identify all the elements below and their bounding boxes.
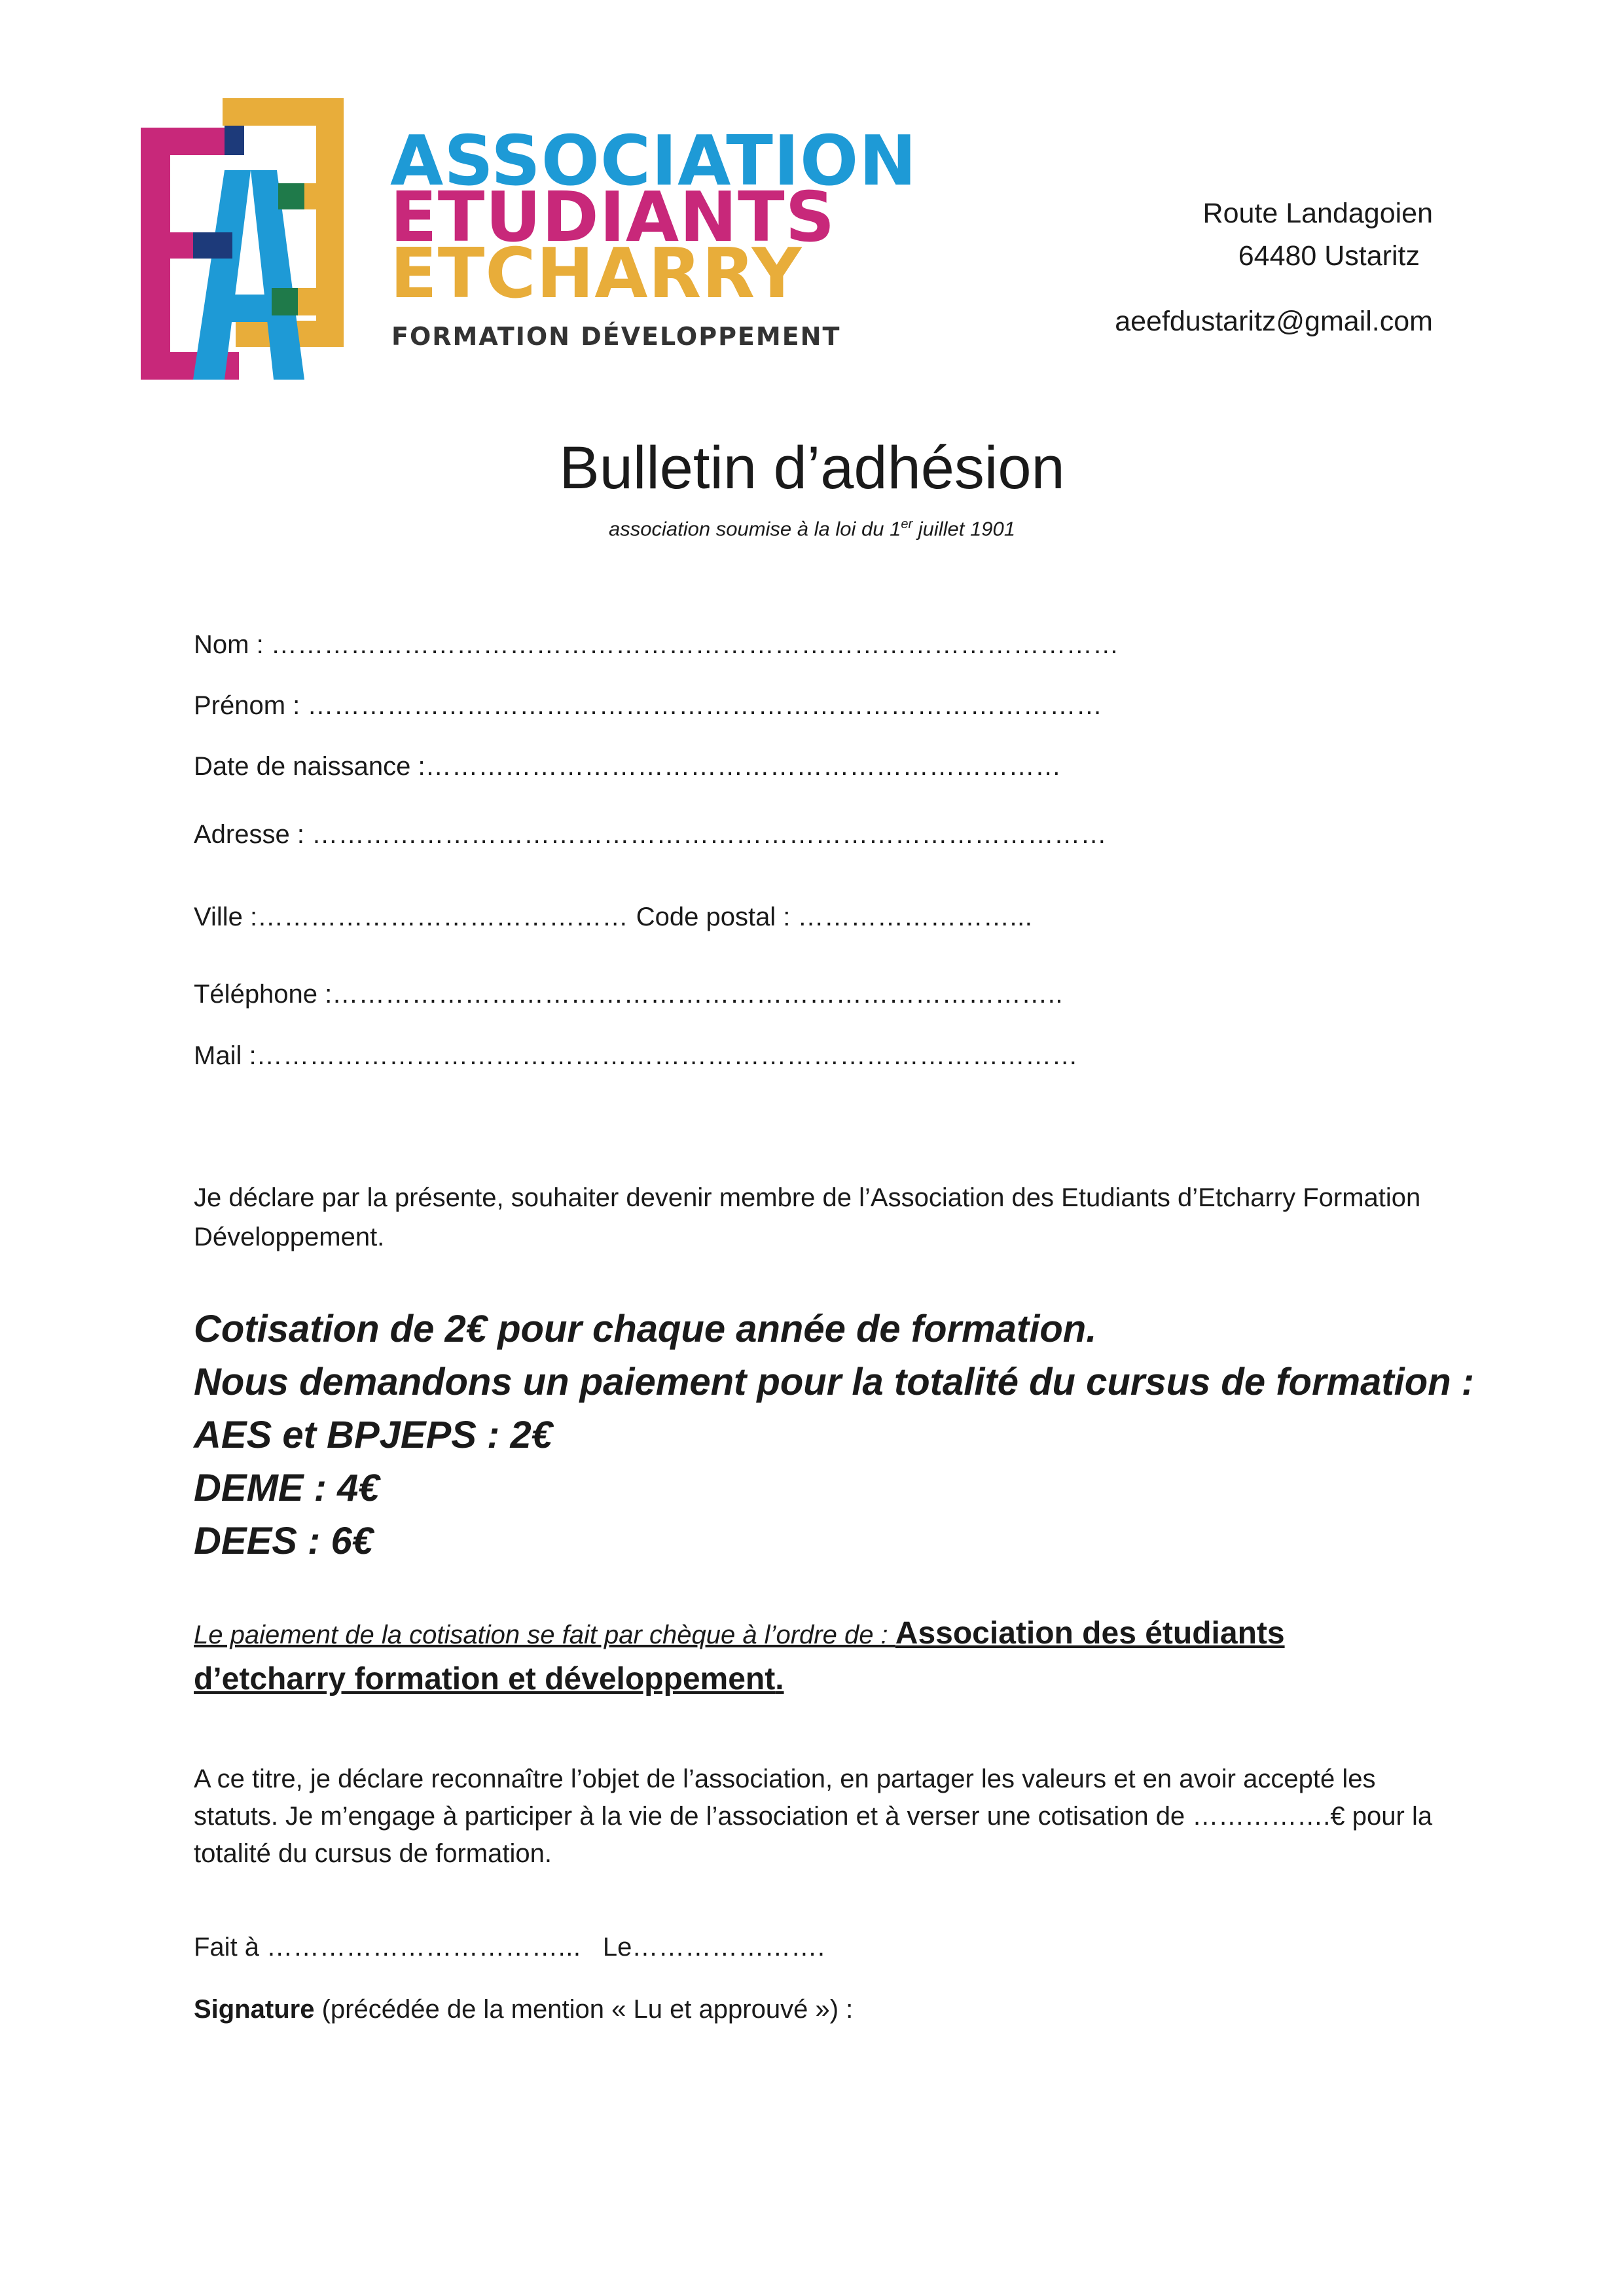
contact-email[interactable]: aeefdustaritz@gmail.com (1115, 306, 1433, 337)
paiement-intro: Le paiement de la cotisation se fait par chèque à l’ordre de : (194, 1621, 895, 1649)
field-code-postal-blank[interactable]: ……………………... (797, 903, 1033, 931)
field-date-naissance-blank[interactable]: ……………………………………………………………… (425, 752, 1062, 781)
logo-a-left (193, 170, 251, 380)
field-telephone-blank[interactable]: ……………………………………………………………………….. (332, 980, 1064, 1009)
field-nom-blank[interactable]: …………………………………………………………………………………… (270, 630, 1119, 659)
subtitle-text: association soumise à la loi du 1 (609, 517, 901, 541)
field-nom-label: Nom : (194, 630, 271, 659)
field-ville-blank[interactable]: …………………………………… (257, 903, 636, 931)
field-prenom-blank[interactable]: ……………………………………………………………………………… (307, 691, 1103, 720)
logo-tagline: FORMATION DÉVELOPPEMENT (391, 322, 841, 351)
logo-mark (141, 98, 344, 380)
field-mail-label: Mail : (194, 1041, 257, 1070)
logo-overlap-green-2 (272, 288, 298, 315)
field-ville-code-postal[interactable] (194, 901, 1032, 933)
cotisation-line: Cotisation de 2€ pour chaque année de formation. (194, 1308, 1097, 1350)
field-date-naissance[interactable] (194, 750, 1062, 783)
signature-label: Signature (194, 1995, 315, 2024)
field-code-postal-label: Code postal : (636, 903, 798, 931)
field-date-label: Le (581, 1933, 632, 1962)
field-adresse-blank[interactable]: ……………………………………………………………………………… (312, 820, 1108, 849)
declaration-text: Je déclare par la présente, souhaiter devenir membre de l’Association des Etudiants d’Etcharry Formation Développement. (194, 1183, 1421, 1251)
field-telephone[interactable] (194, 978, 1063, 1011)
field-adresse[interactable] (194, 818, 1107, 851)
field-fait-label: Fait à (194, 1933, 267, 1962)
subtitle-superscript: er (901, 517, 913, 531)
paiement-text (194, 1611, 1437, 1702)
signature-note: (précédée de la mention « Lu et approuvé ») : (314, 1995, 854, 2024)
cotisation-price-aes: AES et BPJEPS : 2€ (194, 1414, 552, 1456)
field-fait-blank[interactable]: ……………………………... (266, 1933, 581, 1962)
cotisation-price-deme: DEME : 4€ (194, 1467, 380, 1509)
signature-line (194, 1993, 853, 2026)
contact-city: 64480 Ustaritz (1238, 240, 1420, 272)
cotisation-line: Nous demandons un paiement pour la totalité du cursus de formation : (194, 1361, 1475, 1403)
field-nom[interactable] (194, 628, 1119, 661)
engagement-text: A ce titre, je déclare reconnaître l’objet de l’association, en partager les valeurs et en avoir accepté les statuts. Je m’engage à participer à la vie de l’association et à verser une cotisation de …………….€ pour la totalité du cursus de formation. (194, 1765, 1433, 1868)
logo-word-etudiants: ETUDIANTS (390, 177, 836, 257)
logo-overlap-navy-2 (193, 232, 232, 259)
contact-street: Route Landagoien (1202, 198, 1433, 229)
field-mail[interactable] (194, 1039, 1078, 1072)
subtitle-text-end: juillet 1901 (912, 517, 1015, 541)
cotisation-price-dees: DEES : 6€ (194, 1520, 373, 1562)
field-ville-label: Ville : (194, 903, 258, 931)
logo-overlap-navy-1 (225, 126, 244, 155)
field-fait-le[interactable] (194, 1931, 825, 1964)
field-telephone-label: Téléphone : (194, 980, 333, 1009)
logo-overlap-green-1 (278, 183, 304, 209)
field-date-blank[interactable]: …………………. (632, 1933, 825, 1962)
field-prenom[interactable] (194, 689, 1102, 722)
logo-word-association: ASSOCIATION (390, 121, 918, 201)
paiement-end: . (775, 1662, 784, 1696)
logo-e-bar-top (141, 128, 239, 155)
field-prenom-label: Prénom : (194, 691, 308, 720)
cotisation-block (194, 1302, 1474, 1568)
field-date-naissance-label: Date de naissance : (194, 752, 425, 781)
field-mail-blank[interactable]: ………………………………………………………………………………… (256, 1041, 1079, 1070)
page-subtitle (0, 517, 1624, 541)
page-title: Bulletin d’adhésion (559, 435, 1065, 501)
logo-word-etcharry: ETCHARRY (390, 234, 803, 314)
paiement-payee: Association des étudiants d’etcharry formation et développement (194, 1616, 1285, 1696)
field-adresse-label: Adresse : (194, 820, 312, 849)
